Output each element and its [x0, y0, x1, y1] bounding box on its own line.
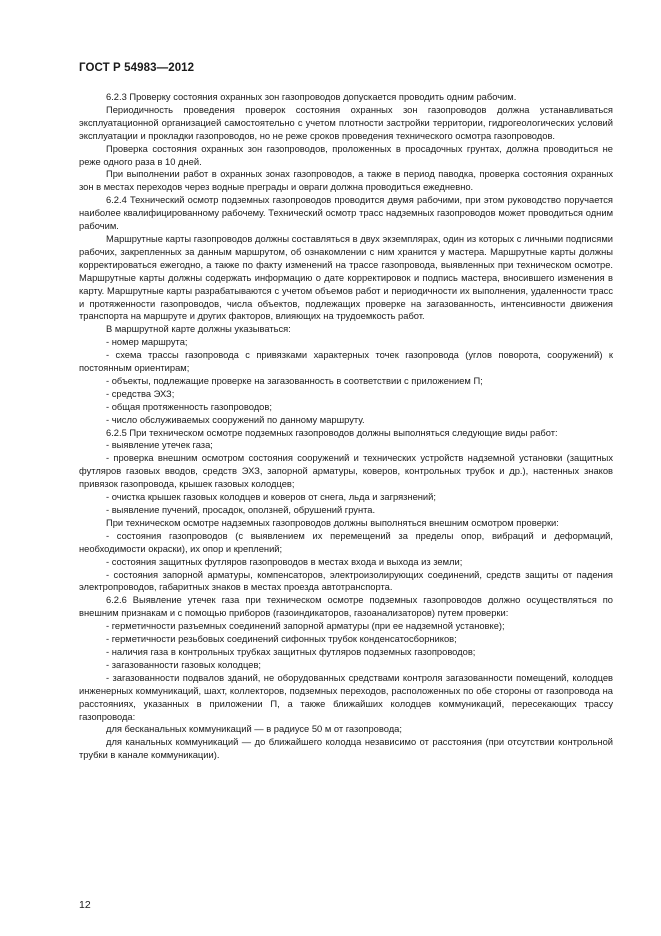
list-item: - проверка внешним осмотром состояния сооружений и технических устройств надземной установки (защитных футляров газовых вводов, средств ЭХЗ, запорной арматуры, коверов, контрольных трубок и др.), настенных знаков привязок газопровода, крышек газовых колодцев;: [79, 453, 613, 490]
list-item: - общая протяженность газопроводов;: [106, 401, 272, 412]
paragraph-6-2-3: 6.2.3 Проверку состояния охранных зон газопроводов допускается проводить одним рабочим.: [106, 92, 517, 102]
list-item: - герметичности разъемных соединений запорной арматуры (при ее надземной установке);: [106, 621, 505, 632]
list-item: - загазованности подвалов зданий, не оборудованных средствами контроля загазованности помещений, колодцев инженерных коммуникаций, шахт, коллекторов, подземных переходов, расположенных по обе стороны от газопровода на расстояниях, указанных в приложении П, а также ближайших колодцев коммуникаций, пересекающих трассу газопровода:: [79, 672, 613, 722]
paragraph-aboveground-inspection: При техническом осмотре надземных газопроводов должны выполняться внешним осмотром проверки:: [106, 517, 559, 528]
list-item: - очистка крышек газовых колодцев и коверов от снега, льда и загрязнений;: [106, 492, 436, 503]
page-body: [79, 91, 613, 762]
paragraph-6-2-4: 6.2.4 Технический осмотр подземных газопроводов проводится двумя рабочими, при этом руководство поручается наиболее квалифицированному рабочему. Технический осмотр трасс надземных газопроводов может проводиться одним рабочим.: [79, 195, 613, 232]
list-item: - схема трассы газопровода с привязками характерных точек газопровода (углов поворота, сооружений) к постоянным ориентирам;: [79, 350, 613, 374]
paragraph-6-2-6: 6.2.6 Выявление утечек газа при техническом осмотре подземных газопроводов должно осуществляться по внешним признакам и с помощью приборов (газоиндикаторов, газоанализаторов) путем проверки:: [79, 595, 613, 619]
paragraph-flood-period: При выполнении работ в охранных зонах газопроводов, а также в период паводка, проверка состояния охранных зон в местах переходов через водные преграды и овраги должна проводиться ежедневно.: [79, 169, 613, 193]
list-item: - состояния запорной арматуры, компенсаторов, электроизолирующих соединений, средств защиты от падения электропроводов, габаритных знаков в местах проезда автотранспорта.: [79, 569, 613, 593]
list-item: - объекты, подлежащие проверке на загазованность в соответствии с приложением П;: [106, 375, 483, 386]
document-header: ГОСТ Р 54983—2012: [79, 62, 195, 74]
list-item: - средства ЭХЗ;: [106, 388, 175, 399]
list-item: - герметичности резьбовых соединений сифонных трубок конденсатосборников;: [106, 634, 457, 645]
list-item: - выявление пучений, просадок, оползней, обрушений грунта.: [106, 505, 376, 515]
paragraph-periodicity: Периодичность проведения проверок состояния охранных зон газопроводов должна устанавливаться эксплуатационной организацией самостоятельно с учетом плотности застройки территории, гидрогеологических условий эксплуатации и прокладки газопроводов, но не реже сроков проведения технического осмотра газопроводов.: [79, 104, 613, 141]
list-item: - наличия газа в контрольных трубках защитных футляров подземных газопроводов;: [106, 646, 476, 657]
list-item: - загазованности газовых колодцев;: [106, 659, 262, 670]
paragraph-ductless: для бесканальных коммуникаций — в радиусе 50 м от газопровода;: [106, 724, 402, 735]
list-item: - выявление утечек газа;: [106, 440, 213, 451]
list-item: - число обслуживаемых сооружений по данному маршруту.: [106, 414, 365, 425]
paragraph-subsidence-soils: Проверка состояния охранных зон газопроводов, проложенных в просадочных грунтах, должна проводиться не реже одного раза в 10 дней.: [79, 143, 613, 167]
list-item: - состояния защитных футляров газопроводов в местах входа и выхода из земли;: [106, 556, 463, 567]
paragraph-route-maps: Маршрутные карты газопроводов должны составляться в двух экземплярах, один из которых с личными подписями рабочих, закрепленных за данным маршрутом, об ознакомлении с ним хранится у мастера. Маршрутные карты должны корректироваться ежегодно, а также по факту изменений на трассе газопровода, выявленных при техническом осмотре. Маршрутные карты должны содержать информацию о дате корректировок и подпись мастера, вносившего изменения в карту. Маршрутные карты разрабатываются с учетом объемов работ и периодичности их выполнения, удаленности трасс и протяженности газопроводов, числа объектов, подлежащих проверке на загазованность, интенсивности движения транспорта на маршруте и других факторов, влияющих на трудоемкость работ.: [79, 233, 613, 322]
paragraph-ducted: для канальных коммуникаций — до ближайшего колодца независимо от расстояния (при отсутствии контрольной трубки в канале коммуникации).: [79, 737, 613, 761]
list-item: - номер маршрута;: [106, 337, 188, 348]
page-number: 12: [79, 899, 91, 911]
list-item: - состояния газопроводов (с выявлением их перемещений за пределы опор, вибраций и деформаций, необходимости окраски), их опор и креплений;: [79, 530, 613, 554]
paragraph-6-2-5: 6.2.5 При техническом осмотре подземных газопроводов должны выполняться следующие виды работ:: [106, 427, 558, 438]
paragraph-route-map-intro: В маршрутной карте должны указываться:: [106, 324, 291, 335]
